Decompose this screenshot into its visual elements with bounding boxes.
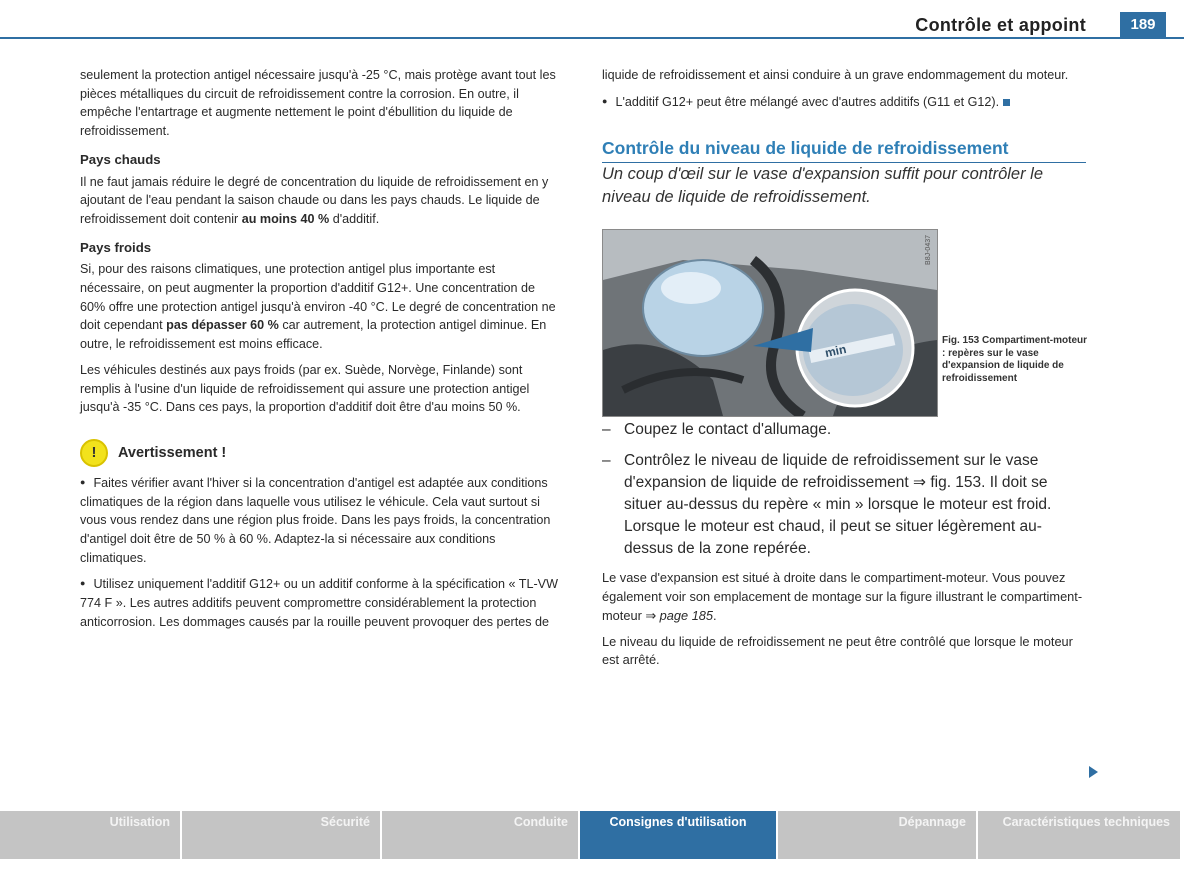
figure-caption: Fig. 153 Compartiment-moteur : repères sur le vase d'expansion de liquide de refroidissement [942,335,1088,384]
figure-code: B8J-0437 [925,235,932,266]
nav-tab-consignes[interactable]: Consignes d'utilisation [580,811,776,859]
step-item: – Coupez le contact d'allumage. [602,419,1086,441]
figure [602,229,1086,419]
section-heading: Contrôle du niveau de liquide de refroidissement [602,137,1086,163]
lead-text: Un coup d'œil sur le vase d'expansion suffit pour contrôler le niveau de liquide de refroidissement. [602,165,1044,207]
vehicles-paragraph: Les véhicules destinés aux pays froids (par ex. Suède, Norvège, Finlande) sont remplis à l'usine d'un liquide de refroidissement qui assure une protection antigel jusqu'à -35 °C. Dans ces pays, la proportion d'additif doit être d'au moins 50 %. [80,362,530,415]
nav-tab-conduite[interactable]: Conduite [382,811,578,859]
left-column [80,66,560,639]
engine-bay-illustration [603,230,937,416]
hot-countries-title: Pays chauds [80,151,161,167]
header-rule [0,37,1184,39]
nav-tab-securite[interactable]: Sécurité [182,811,380,859]
continued-paragraph: liquide de refroidissement et ainsi conduire à un grave endommagement du moteur. [602,68,1069,82]
cold-countries-paragraph: Si, pour des raisons climatiques, une protection antigel plus importante est nécessaire, on peut augmenter la proportion d'additif G12+. Une concentration de 60% offre une protection antigel jusqu'à environ -40 °C. Le degré de concentration ne doit cependant pas dépasser 60 % car autrement, la protection antigel diminue. En outre, le refroidissement est moins efficace. [80,262,556,352]
note-paragraph: Le vase d'expansion est situé à droite dans le compartiment-moteur. Vous pouvez également voir son emplacement de montage sur la figure illustrant le compartiment-moteur ⇒ page 185. [602,570,1083,623]
page-number: 189 [1120,12,1166,38]
warning-box [80,439,560,632]
section-title: Contrôle et appoint [915,15,1086,35]
end-mark-icon [1003,99,1010,106]
hot-countries-paragraph: Il ne faut jamais réduire le degré de concentration du liquide de refroidissement en y ajoutant de l'eau pendant la saison chaude ou dans les pays chauds. Le liquide de refroidissement doit contenir au moins 40 % d'additif. [80,174,549,226]
dash-icon: – [602,452,611,470]
additive-bullet: ● L'additif G12+ peut être mélangé avec d'autres additifs (G11 et G12). [602,92,1086,112]
engine-bay-image [602,229,938,417]
nav-tab-caracteristiques[interactable]: Caractéristiques techniques [978,811,1180,859]
warning-header [80,439,560,467]
page-link[interactable]: page 185 [659,607,714,623]
cold-countries-title: Pays froids [80,239,152,255]
intro-paragraph: seulement la protection antigel nécessaire jusqu'à -25 °C, mais protège avant tout les pièces métalliques du circuit de refroidissement contre la corrosion. En outre, il empêche l'entartrage et augmente nettement le point d'ébullition du liquide de refroidissement. [80,68,556,139]
right-column [602,66,1086,677]
warning-title: Avertissement ! [118,444,227,461]
nav-tab-depannage[interactable]: Dépannage [778,811,976,859]
bottom-navigation [0,811,1180,859]
warning-icon: ! [80,439,108,467]
dash-icon: – [602,421,611,439]
next-page-arrow-icon[interactable] [1089,766,1098,778]
nav-tab-utilisation[interactable]: Utilisation [0,811,180,859]
note-paragraph: Le niveau du liquide de refroidissement ne peut être contrôlé que lorsque le moteur est arrêté. [602,633,1073,668]
step-item: – Contrôlez le niveau de liquide de refroidissement sur le vase d'expansion de liquide de refroidissement ⇒ fig. 153. Il doit se situer au-dessus du repère « min » lorsque le moteur est froid. Lorsque le moteur est chaud, il peut se situer légèrement au-dessus de la zone repérée. [602,450,1086,560]
warning-bullet: ● Utilisez uniquement l'additif G12+ ou un additif conforme à la spécification « TL-VW 774 F ». Les autres additifs peuvent compromettre considérablement la protection anticorrosion. Les dommages causés par la rouille peuvent provoquer des pertes de [80,574,560,631]
min-mark-label: min [823,342,848,361]
warning-bullet: ● Faites vérifier avant l'hiver si la concentration d'antigel est adaptée aux conditions climatiques de la région dans laquelle vous utilisez le véhicule. Cela vaut surtout si vous vous rendez dans une région plus froide. Dans les pays froids, la concentration d'antigel doit être de 50 % à 60 %. Adaptez-la si nécessaire aux conditions climatiques. [80,473,560,568]
